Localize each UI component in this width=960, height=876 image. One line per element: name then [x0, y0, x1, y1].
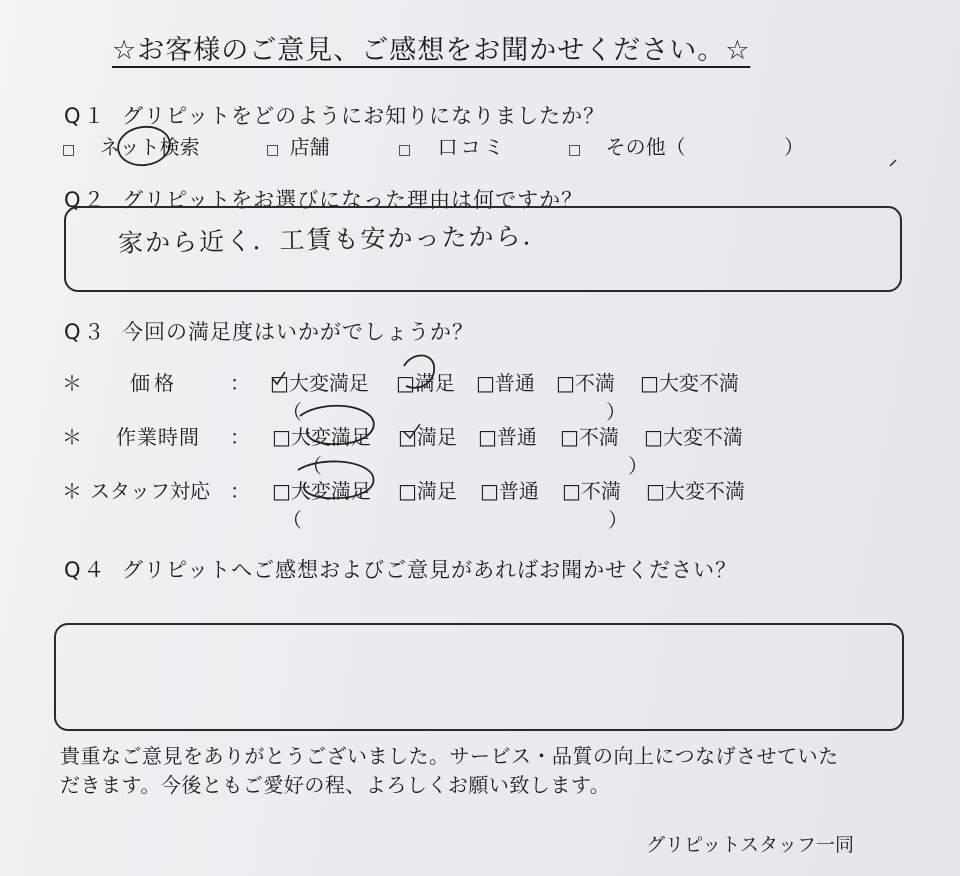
- question-number: Q４: [64, 558, 108, 582]
- choice-neutral[interactable]: □普通: [476, 371, 535, 395]
- choice-very-satisfied[interactable]: □大変満足: [272, 479, 371, 503]
- option-label: 店舗: [289, 135, 330, 159]
- colon: ：: [230, 425, 250, 449]
- checkbox[interactable]: □: [62, 142, 76, 158]
- choice-dissatisfied[interactable]: □不満: [556, 371, 615, 395]
- question-3: [64, 316, 474, 346]
- question-number: Q２: [64, 188, 108, 212]
- paren-close: ）: [608, 508, 628, 532]
- choice-neutral[interactable]: □普通: [478, 425, 537, 449]
- question-text: 今回の満足度はいかがでしょうか？: [122, 320, 474, 344]
- page-title: ☆お客様のご意見、ご感想をお聞かせください。☆: [112, 35, 751, 66]
- choice-dissatisfied[interactable]: □不満: [560, 425, 619, 449]
- choice-dissatisfied[interactable]: □不満: [562, 479, 621, 503]
- choice-neutral[interactable]: □普通: [480, 479, 539, 503]
- row-label-staff: スタッフ対応: [90, 479, 210, 503]
- checkbox[interactable]: □: [266, 142, 280, 158]
- question-1: [64, 100, 605, 130]
- choice-very-dissatisfied[interactable]: □大変不満: [640, 371, 739, 395]
- bullet: ＊: [62, 479, 82, 503]
- option-other[interactable]: [568, 131, 686, 160]
- choice-very-dissatisfied[interactable]: □大変不満: [646, 479, 745, 503]
- checkbox[interactable]: □: [398, 142, 412, 158]
- option-label: ネット検索: [99, 135, 200, 159]
- colon: ：: [230, 371, 250, 395]
- question-text: グリピットをどのようにお知りになりましたか？: [122, 104, 606, 128]
- answer-box-q4[interactable]: [54, 623, 904, 731]
- question-4: [64, 554, 737, 584]
- other-paren-close: ）: [784, 135, 804, 159]
- choice-satisfied[interactable]: □満足: [398, 425, 457, 449]
- option-word-of-mouth[interactable]: [398, 131, 507, 160]
- option-label: 口コミ: [437, 135, 507, 159]
- thanks-line-2: だきます。今後ともご愛好の程、よろしくお願い致します。: [60, 773, 611, 797]
- row-label-price: 価格: [130, 371, 178, 395]
- paren-close: ）: [628, 454, 648, 478]
- thanks-line-1: 貴重なご意見をありがとうございました。サービス・品質の向上につなげさせていた: [60, 744, 839, 768]
- option-net-search[interactable]: [62, 131, 200, 160]
- colon: ：: [230, 479, 250, 503]
- checkbox[interactable]: □: [568, 142, 582, 158]
- choice-very-dissatisfied[interactable]: □大変不満: [644, 425, 743, 449]
- option-label: その他（: [605, 135, 686, 159]
- paren-open: （: [302, 454, 322, 478]
- question-text: グリピットをお選びになった理由は何ですか？: [122, 188, 584, 212]
- paren-open: （: [282, 400, 302, 424]
- bullet: ＊: [62, 425, 82, 449]
- choice-very-satisfied[interactable]: □大変満足: [272, 425, 371, 449]
- choice-very-satisfied[interactable]: □大変満足: [270, 371, 369, 395]
- choice-satisfied[interactable]: □満足: [398, 479, 457, 503]
- question-text: グリピットへご感想およびご意見があればお聞かせください？: [122, 558, 738, 582]
- signature: グリピットスタッフ一同: [646, 834, 855, 856]
- paren-open: （: [282, 508, 302, 532]
- question-number: Q１: [64, 104, 108, 128]
- choice-satisfied[interactable]: □満足: [396, 371, 455, 395]
- handwritten-answer: 家から近く．工賃も安かったから．: [117, 221, 550, 258]
- paren-close: ）: [606, 400, 626, 424]
- question-number: Q３: [64, 320, 108, 344]
- row-label-work-time: 作業時間: [116, 425, 200, 449]
- bullet: ＊: [62, 371, 82, 395]
- option-store[interactable]: [266, 131, 330, 160]
